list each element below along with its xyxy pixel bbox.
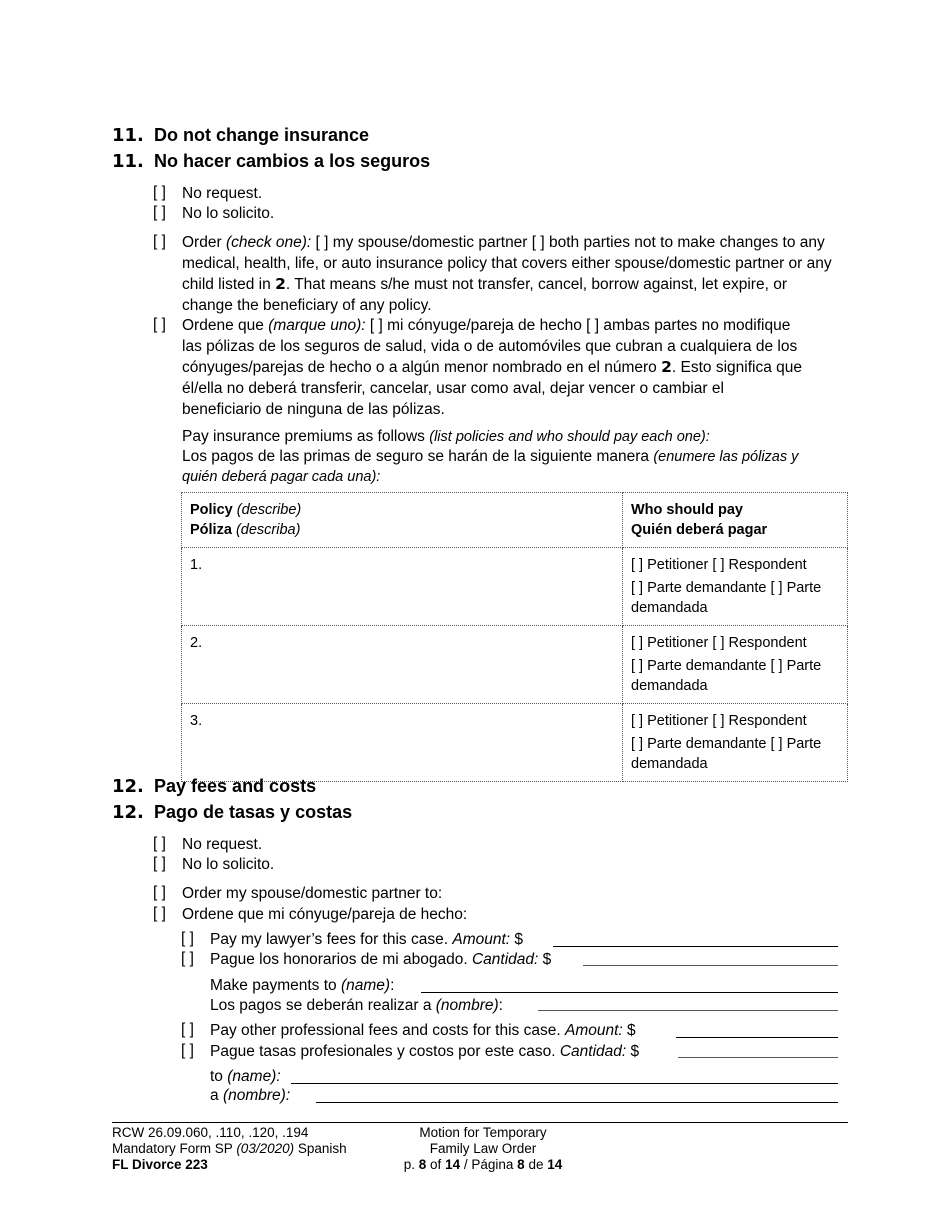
section-11-title-es: 11. No hacer cambios a los seguros	[112, 151, 431, 172]
payer-cell[interactable]: [ ] Petitioner [ ] Respondent [ ] Parte demandante [ ] Parte demandada	[623, 704, 848, 782]
other-fees-amount-input[interactable]	[676, 1020, 838, 1038]
checkbox-other-fees-es[interactable]: [ ]	[181, 1042, 194, 1059]
checkbox-other-fees-en[interactable]: [ ]	[181, 1021, 194, 1038]
fees-order-en: Order my spouse/domestic partner to:	[182, 885, 443, 902]
order-es-text: Ordene que (marque uno): [ ] mi cónyuge/pareja de hecho [ ] ambas partes no modifique las pólizas de los seguros de salud, vida o de automóviles que cubran a cualquiera de los cónyuges/parejas de hecho o a algún menor nombrado en el número 2. Esto significa que él/ella no deberá transferir, cancelar, usar como aval, dejar vencer o cambiar el beneficiario de ninguna de las pólizas.	[182, 317, 803, 418]
make-payments-name-input[interactable]	[421, 975, 838, 993]
make-payments-en: Make payments to (name):	[210, 977, 395, 994]
to-name-input[interactable]	[291, 1066, 838, 1084]
checkbox-fees-order-es[interactable]: [ ]	[153, 905, 166, 922]
premiums-instructions: Pay insurance premiums as follows (list policies and who should pay each one): Los pagos de las primas de seguro se harán de la siguiente manera (enumere las pólizas y quién deberá pagar cada una):	[182, 428, 799, 485]
table-row	[182, 626, 848, 704]
payer-cell[interactable]: [ ] Petitioner [ ] Respondent [ ] Parte demandante [ ] Parte demandada	[623, 548, 848, 626]
checkbox-order-es[interactable]: [ ]	[153, 316, 166, 333]
section-11-title-en: 11. Do not change insurance	[112, 125, 370, 146]
fees-no-request-en: No request.	[182, 836, 263, 853]
policy-cell[interactable]: 1.	[182, 548, 623, 626]
other-fees-es: Pague tasas profesionales y costos por este caso. Cantidad: $	[210, 1043, 640, 1060]
lawyer-fees-amount-input[interactable]	[553, 929, 838, 947]
section-12-title-es: 12. Pago de tasas y costas	[112, 802, 353, 823]
fees-no-request-es: No lo solicito.	[182, 856, 275, 873]
no-request-es: No lo solicito.	[182, 205, 275, 222]
checkbox-no-request-en[interactable]: [ ]	[153, 184, 166, 201]
other-fees-en: Pay other professional fees and costs for this case. Amount: $	[210, 1022, 636, 1039]
to-name-en: to (name):	[210, 1068, 281, 1085]
to-name-es-input[interactable]	[316, 1085, 838, 1103]
fees-order-es: Ordene que mi cónyuge/pareja de hecho:	[182, 906, 468, 923]
to-name-es: a (nombre):	[210, 1087, 291, 1104]
page-number: p. 8 of 14 / Página 8 de 14	[403, 1157, 563, 1172]
policy-header: Policy (describe) Póliza (describa)	[182, 493, 623, 548]
lawyer-fees-es: Pague los honorarios de mi abogado. Cantidad: $	[210, 951, 552, 968]
lawyer-fees-amount-es-line[interactable]	[583, 965, 838, 966]
table-row	[182, 548, 848, 626]
insurance-table	[181, 492, 848, 782]
policy-cell[interactable]: 3.	[182, 704, 623, 782]
checkbox-lawyer-fees-es[interactable]: [ ]	[181, 950, 194, 967]
table-row	[182, 704, 848, 782]
table-header-row	[182, 493, 848, 548]
checkbox-fees-no-request-es[interactable]: [ ]	[153, 855, 166, 872]
footer-divider	[112, 1122, 848, 1123]
lawyer-fees-en: Pay my lawyer’s fees for this case. Amount: $	[210, 931, 524, 948]
checkbox-fees-no-request-en[interactable]: [ ]	[153, 835, 166, 852]
who-pays-header: Who should pay Quién deberá pagar	[623, 493, 848, 548]
footer-center: Motion for Temporary Family Law Order p. 8 of 14 / Página 8 de 14	[398, 1125, 568, 1173]
checkbox-lawyer-fees-en[interactable]: [ ]	[181, 930, 194, 947]
no-request-en: No request.	[182, 185, 263, 202]
checkbox-order-en[interactable]: [ ]	[153, 233, 166, 250]
payer-cell[interactable]: [ ] Petitioner [ ] Respondent [ ] Parte demandante [ ] Parte demandada	[623, 626, 848, 704]
policy-cell[interactable]: 2.	[182, 626, 623, 704]
other-fees-amount-es-line[interactable]	[678, 1057, 838, 1058]
checkbox-fees-order-en[interactable]: [ ]	[153, 884, 166, 901]
make-payments-name-es-line[interactable]	[538, 1010, 838, 1011]
make-payments-es: Los pagos se deberán realizar a (nombre):	[210, 997, 503, 1014]
footer-left: RCW 26.09.060, .110, .120, .194 Mandatory Form SP (03/2020) Spanish FL Divorce 223	[112, 1125, 347, 1172]
order-en-text: Order (check one): [ ] my spouse/domestic partner [ ] both parties not to make changes to any medical, health, life, or auto insurance policy that covers either spouse/domestic partner or any child listed in 2. That means s/he must not transfer, cancel, borrow against, let expire, or change the beneficiary of any policy.	[182, 234, 832, 314]
section-12-title-en: 12. Pay fees and costs	[112, 776, 317, 797]
checkbox-no-request-es[interactable]: [ ]	[153, 204, 166, 221]
